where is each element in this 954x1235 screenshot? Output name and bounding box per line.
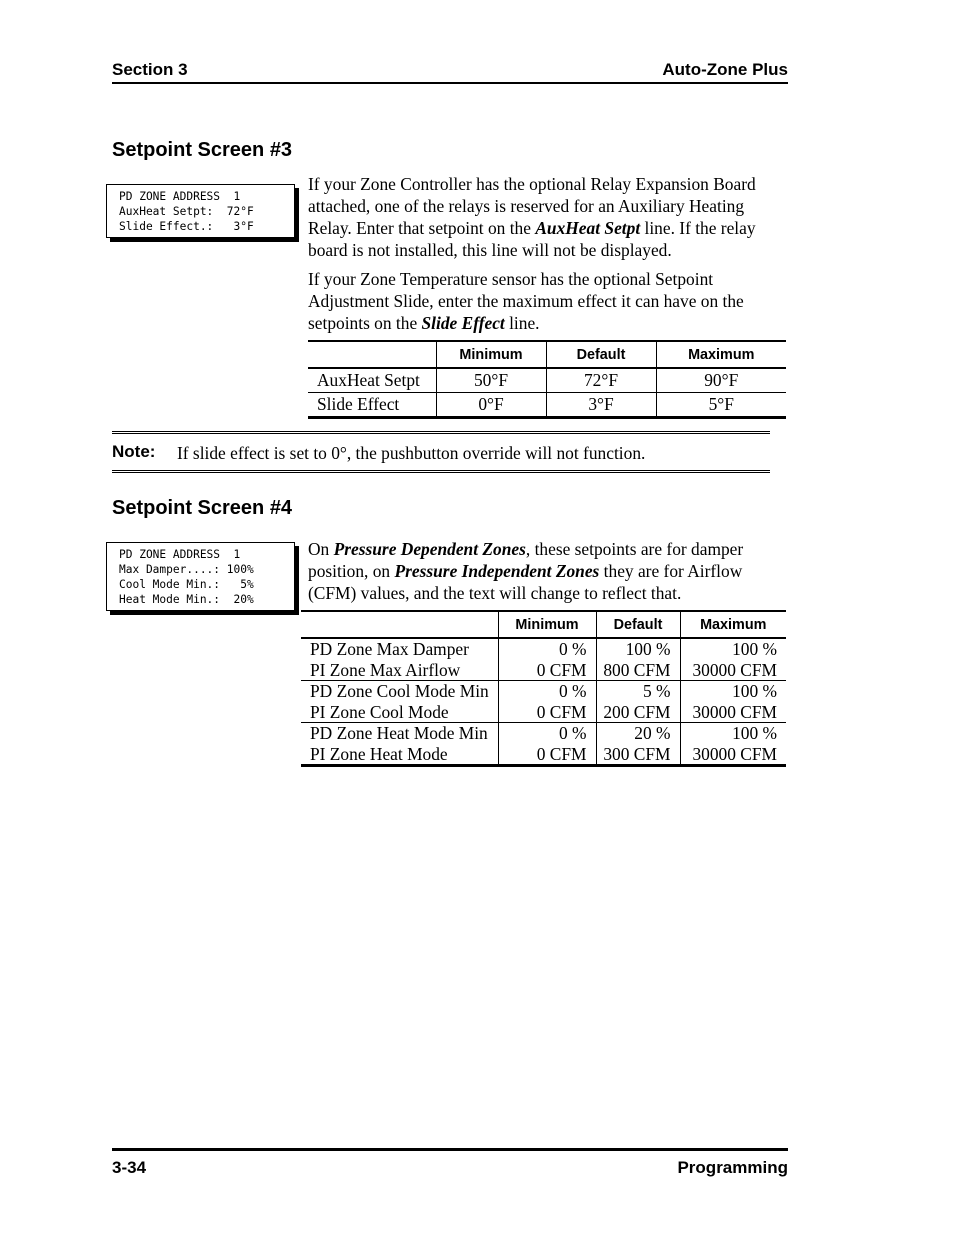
lcd-line: Cool Mode Min.: 5%: [119, 578, 254, 591]
lcd-display-screen-3: [106, 184, 295, 238]
lcd-line: PD ZONE ADDRESS 1: [119, 190, 241, 203]
setpoint-screen-3-heading: Setpoint Screen #3: [112, 139, 293, 161]
col-header-minimum: Minimum: [498, 611, 596, 638]
auxheat-setpt-emphasis: AuxHeat Setpt: [535, 218, 641, 238]
chapter-name: Programming: [677, 1158, 788, 1177]
table-row: Slide Effect 0°F 3°F 5°F: [308, 393, 786, 418]
note-text: If slide effect is set to 0°, the pushbutton override will not function.: [177, 443, 646, 463]
setpoint-screen-4-heading: Setpoint Screen #4: [112, 497, 293, 519]
table-header-row: [308, 341, 786, 368]
lcd-display-screen-4: [106, 542, 295, 611]
screen-4-paragraph: On Pressure Dependent Zones, these setpoints are for damper position, on Pressure Independent Zones they are for Airflow (CFM) values, and the text will change to reflect that.: [308, 539, 744, 603]
section-label: Section 3: [112, 60, 188, 79]
screen-4-setpoint-table: [301, 610, 786, 767]
pressure-independent-emphasis: Pressure Independent Zones: [394, 561, 600, 581]
col-header-default: Default: [596, 611, 680, 638]
page-number: 3-34: [112, 1158, 147, 1177]
note-label: Note:: [112, 442, 156, 461]
screen-3-setpoint-table: [308, 340, 786, 419]
page-header: [112, 58, 788, 84]
page-footer: [112, 1148, 788, 1177]
lcd-line: Max Damper....: 100%: [119, 563, 254, 576]
table-row: PD Zone Cool Mode Min PI Zone Cool Mode 0 % 0 CFM 5 % 200 CFM 100 % 30000 CFM: [301, 681, 786, 723]
pressure-dependent-emphasis: Pressure Dependent Zones: [333, 539, 526, 559]
product-name: Auto-Zone Plus: [662, 60, 788, 79]
lcd-line: Heat Mode Min.: 20%: [119, 593, 254, 606]
table-row: PD Zone Heat Mode Min PI Zone Heat Mode 0 % 0 CFM 20 % 300 CFM 100 % 30000 CFM: [301, 723, 786, 766]
col-header-minimum: Minimum: [436, 341, 546, 368]
table-row: AuxHeat Setpt 50°F 72°F 90°F: [308, 368, 786, 393]
col-header-maximum: Maximum: [656, 341, 786, 368]
screen-3-paragraph-2: If your Zone Temperature sensor has the optional Setpoint Adjustment Slide, enter the maximum effect it can have on the setpoints on the Slide Effect line.: [308, 269, 744, 333]
table-row: PD Zone Max Damper PI Zone Max Airflow 0 % 0 CFM 100 % 800 CFM 100 % 30000 CFM: [301, 638, 786, 681]
lcd-line: AuxHeat Setpt: 72°F: [119, 205, 254, 218]
lcd-line: PD ZONE ADDRESS 1: [119, 548, 241, 561]
table-header-row: [301, 611, 786, 638]
lcd-line: Slide Effect.: 3°F: [119, 220, 254, 233]
col-header-default: Default: [546, 341, 656, 368]
slide-effect-emphasis: Slide Effect: [421, 313, 505, 333]
note-box: [112, 431, 770, 473]
col-header-maximum: Maximum: [680, 611, 786, 638]
screen-3-paragraph-1: If your Zone Controller has the optional Relay Expansion Board attached, one of the relays is reserved for an Auxiliary Heating Relay. Enter that setpoint on the AuxHeat Setpt line. If the relay board is not installed, this line will not be displayed.: [308, 174, 756, 260]
